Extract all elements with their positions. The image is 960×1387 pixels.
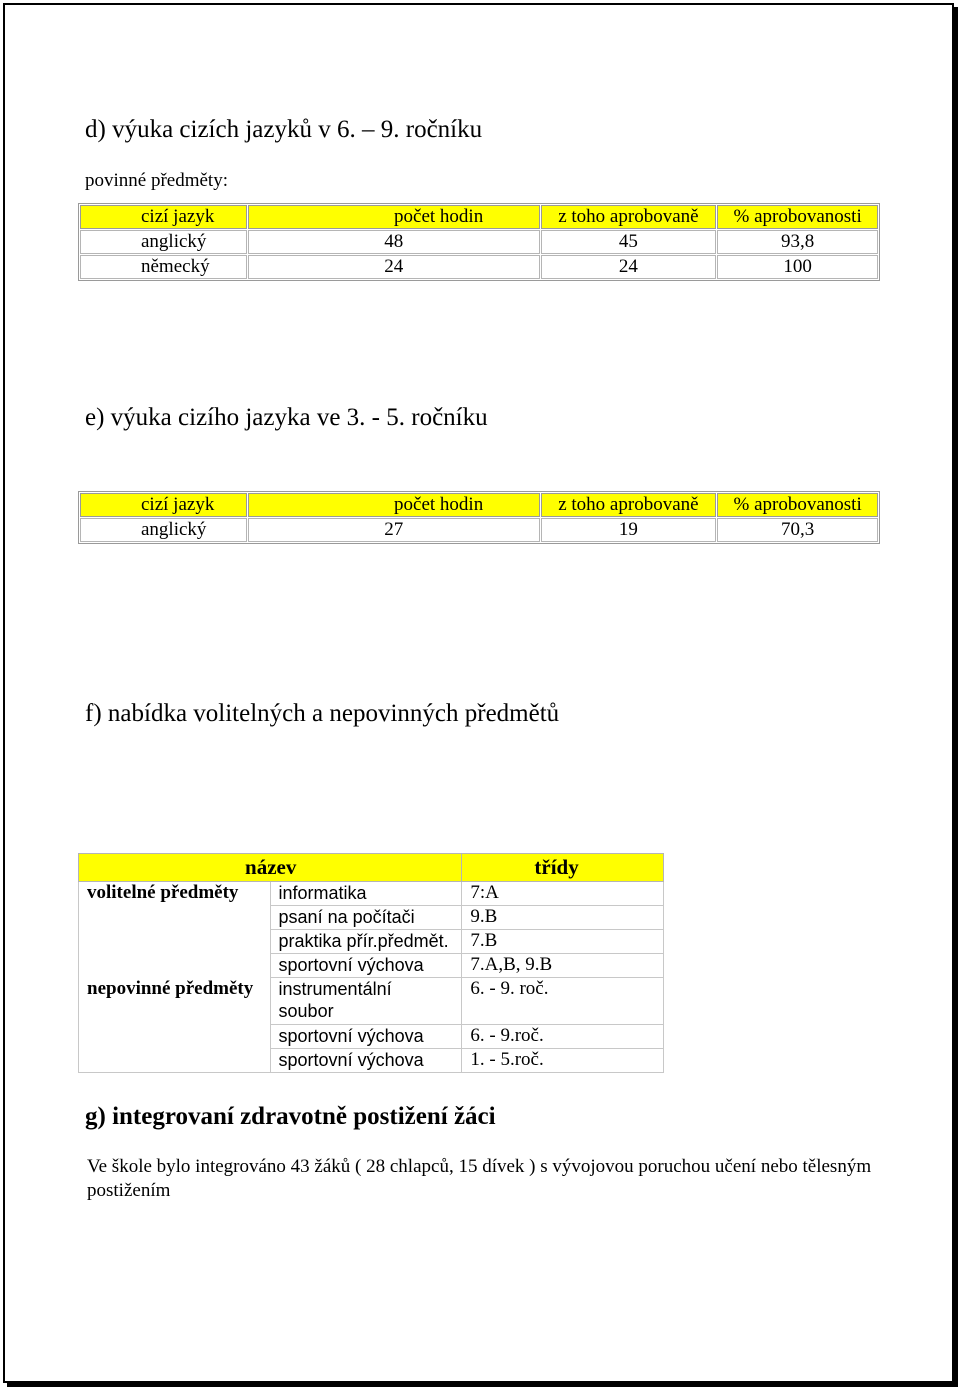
table-header-row [79, 854, 664, 882]
subject-classes: 9.B [462, 906, 664, 930]
cell-hours: 48 [248, 230, 540, 254]
subject-classes: 6. - 9. roč. [462, 978, 664, 1025]
table-row [79, 1049, 664, 1073]
subject-classes: 7.B [462, 930, 664, 954]
subject-name: sportovní výchova [270, 954, 462, 978]
subject-classes: 6. - 9.roč. [462, 1025, 664, 1049]
cell-hours: 27 [248, 518, 540, 542]
table-languages-3-5 [78, 491, 880, 544]
table-row [80, 230, 878, 254]
table-row [79, 1025, 664, 1049]
table-electives [78, 853, 664, 1073]
table-row [79, 882, 664, 906]
cell-percent: 93,8 [717, 230, 878, 254]
table-row [79, 930, 664, 954]
subject-name: psaní na počítači [270, 906, 462, 930]
category-electives: volitelné předměty [79, 882, 271, 906]
cell-language: anglický [80, 230, 247, 254]
table-row [79, 954, 664, 978]
cell-hours: 24 [248, 255, 540, 279]
cell-qualified: 19 [541, 518, 717, 542]
table-header-row [80, 493, 878, 517]
table-row [79, 906, 664, 930]
header-qualified: z toho aprobovaně [541, 493, 717, 517]
table-row [80, 518, 878, 542]
cell-language: anglický [80, 518, 247, 542]
header-name: název [79, 854, 462, 882]
table-header-row [80, 205, 878, 229]
header-hours: počet hodin [248, 493, 540, 517]
cell-qualified: 24 [541, 255, 717, 279]
table-row [79, 978, 664, 1025]
subject-name: sportovní výchova [270, 1025, 462, 1049]
header-language: cizí jazyk [80, 205, 247, 229]
subject-classes: 7:A [462, 882, 664, 906]
section-e-title: e) výuka cizího jazyka ve 3. - 5. ročníku [85, 404, 488, 431]
table-row [80, 255, 878, 279]
cell-percent: 70,3 [717, 518, 878, 542]
subject-name: praktika přír.předmět. [270, 930, 462, 954]
subject-name: sportovní výchova [270, 1049, 462, 1073]
cell-language: německý [80, 255, 247, 279]
section-g-title: g) integrovaní zdravotně postižení žáci [85, 1103, 496, 1130]
header-language: cizí jazyk [80, 493, 247, 517]
cell-percent: 100 [717, 255, 878, 279]
section-g-text: Ve škole bylo integrováno 43 žáků ( 28 chlapců, 15 dívek ) s vývojovou poruchou učení nebo tělesným postižením [87, 1156, 872, 1201]
header-hours: počet hodin [248, 205, 540, 229]
table-languages-6-9 [78, 203, 880, 281]
header-qualified: z toho aprobovaně [541, 205, 717, 229]
subject-name: informatika [270, 882, 462, 906]
header-percent: % aprobovanosti [717, 205, 878, 229]
category-optional: nepovinné předměty [79, 978, 271, 1025]
subject-name: instrumentální soubor [270, 978, 462, 1025]
section-f-title: f) nabídka volitelných a nepovinných předmětů [85, 700, 560, 727]
section-d-subtitle: povinné předměty: [85, 170, 228, 191]
section-d-title: d) výuka cizích jazyků v 6. – 9. ročníku [85, 116, 483, 143]
header-classes: třídy [462, 854, 664, 882]
subject-classes: 1. - 5.roč. [462, 1049, 664, 1073]
cell-qualified: 45 [541, 230, 717, 254]
header-percent: % aprobovanosti [717, 493, 878, 517]
subject-classes: 7.A,B, 9.B [462, 954, 664, 978]
